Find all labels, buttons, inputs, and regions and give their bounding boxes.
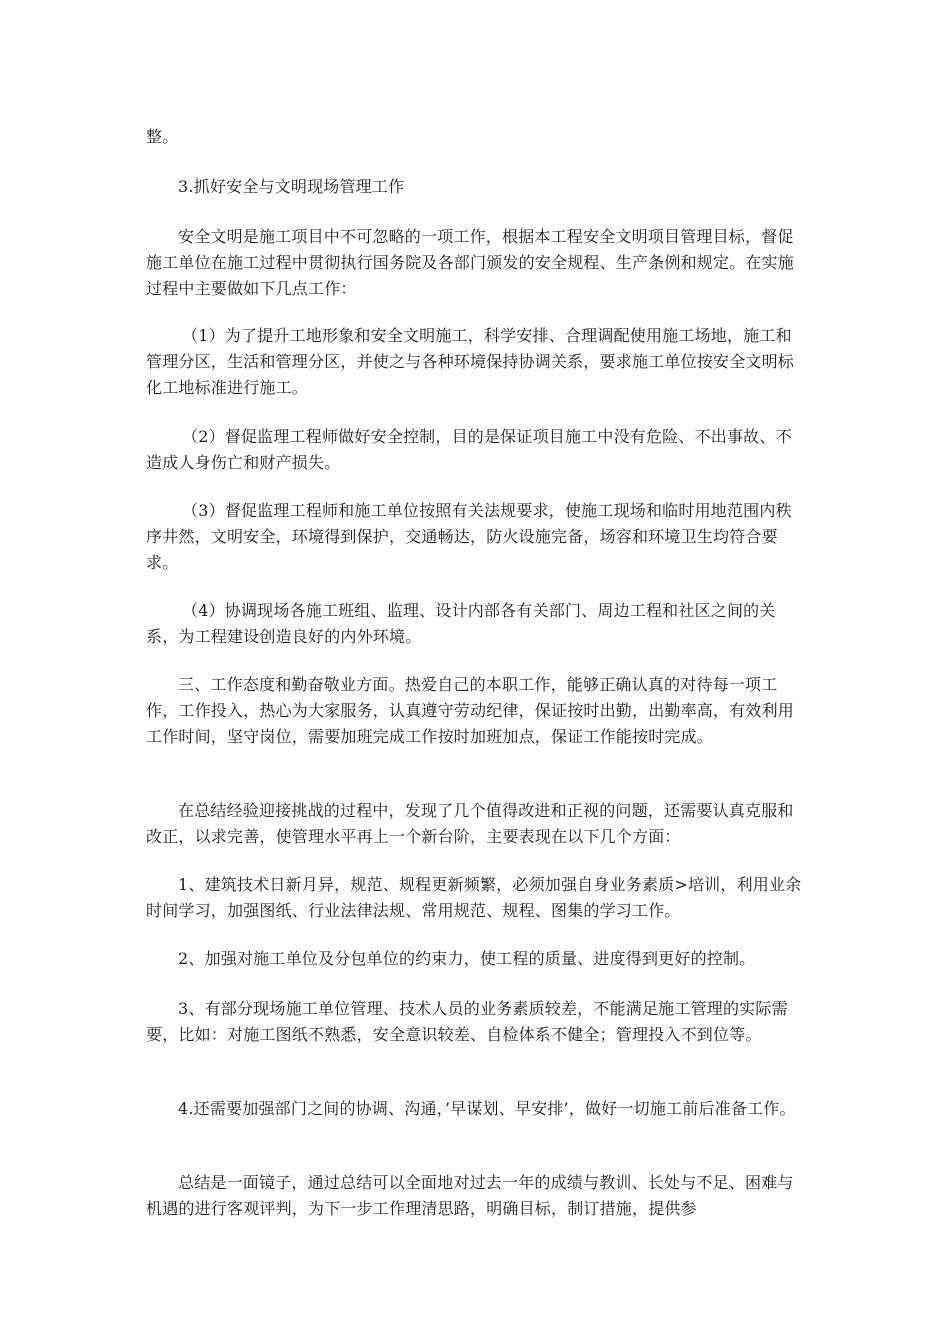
paragraph-problem-2: 2、加强对施工单位及分包单位的约束力，使工程的质量、进度得到更好的控制。 bbox=[178, 949, 756, 968]
section-heading-safety: 3.抓好安全与文明现场管理工作 bbox=[178, 177, 405, 196]
paragraph-item-2: （2）督促监理工程师做好安全控制，目的是保证项目施工中没有危险、不出事故、不造成人身伤亡和财产损失。 bbox=[146, 427, 792, 472]
paragraph-safety-intro: 安全文明是施工项目中不可忽略的一项工作，根据本工程安全文明项目管理目标，督促施工单位在施工过程中贯彻执行国务院及各部门颁发的安全规程、生产条例和规定。在实施过程中主要做如下几点工作： bbox=[146, 227, 795, 298]
paragraph-continuation: 整。 bbox=[146, 127, 179, 146]
paragraph-problem-3: 3、有部分现场施工单位管理、技术人员的业务素质较差，不能满足施工管理的实际需要，比如：对施工图纸不熟悉，安全意识较差、自检体系不健全；管理投入不到位等。 bbox=[146, 999, 788, 1044]
paragraph-conclusion: 总结是一面镜子，通过总结可以全面地对过去一年的成绩与教训、长处与不足、困难与机遇的进行客观评判，为下一步工作理清思路，明确目标，制订措施，提供参 bbox=[146, 1173, 794, 1218]
paragraph-item-1: （1）为了提升工地形象和安全文明施工，科学安排、合理调配使用施工场地，施工和管理分区，生活和管理分区，并使之与各种环境保持协调关系，要求施工单位按安全文明标化工地标准进行施工。 bbox=[146, 326, 795, 397]
paragraph-work-attitude: 三、工作态度和勤奋敬业方面。热爱自己的本职工作，能够正确认真的对待每一项工作，工作投入，热心为大家服务，认真遵守劳动纪律，保证按时出勤，出勤率高，有效利用工作时间，坚守岗位，需要加班完成工作按时加班加点，保证工作能按时完成。 bbox=[146, 675, 795, 746]
paragraph-problem-4: 4.还需要加强部门之间的协调、沟通，’早谋划、早安排’，做好一切施工前后准备工作。 bbox=[178, 1099, 796, 1118]
paragraph-item-3: （3）督促监理工程师和施工单位按照有关法规要求，使施工现场和临时用地范围内秩序井然，文明安全，环境得到保护，交通畅达，防火设施完备，场容和环境卫生均符合要求。 bbox=[146, 501, 792, 572]
paragraph-problem-1: 1、建筑技术日新月异，规范、规程更新频繁，必须加强自身业务素质>培训，利用业余时间学习，加强图纸、行业法律法规、常用规范、规程、图集的学习工作。 bbox=[146, 875, 802, 920]
paragraph-item-4: （4）协调现场各施工班组、监理、设计内部各有关部门、周边工程和社区之间的关系，为工程建设创造良好的内外环境。 bbox=[146, 601, 776, 646]
paragraph-summary-problems: 在总结经验迎接挑战的过程中，发现了几个值得改进和正视的问题，还需要认真克服和改正，以求完善，使管理水平再上一个新台阶，主要表现在以下几个方面： bbox=[146, 801, 794, 846]
